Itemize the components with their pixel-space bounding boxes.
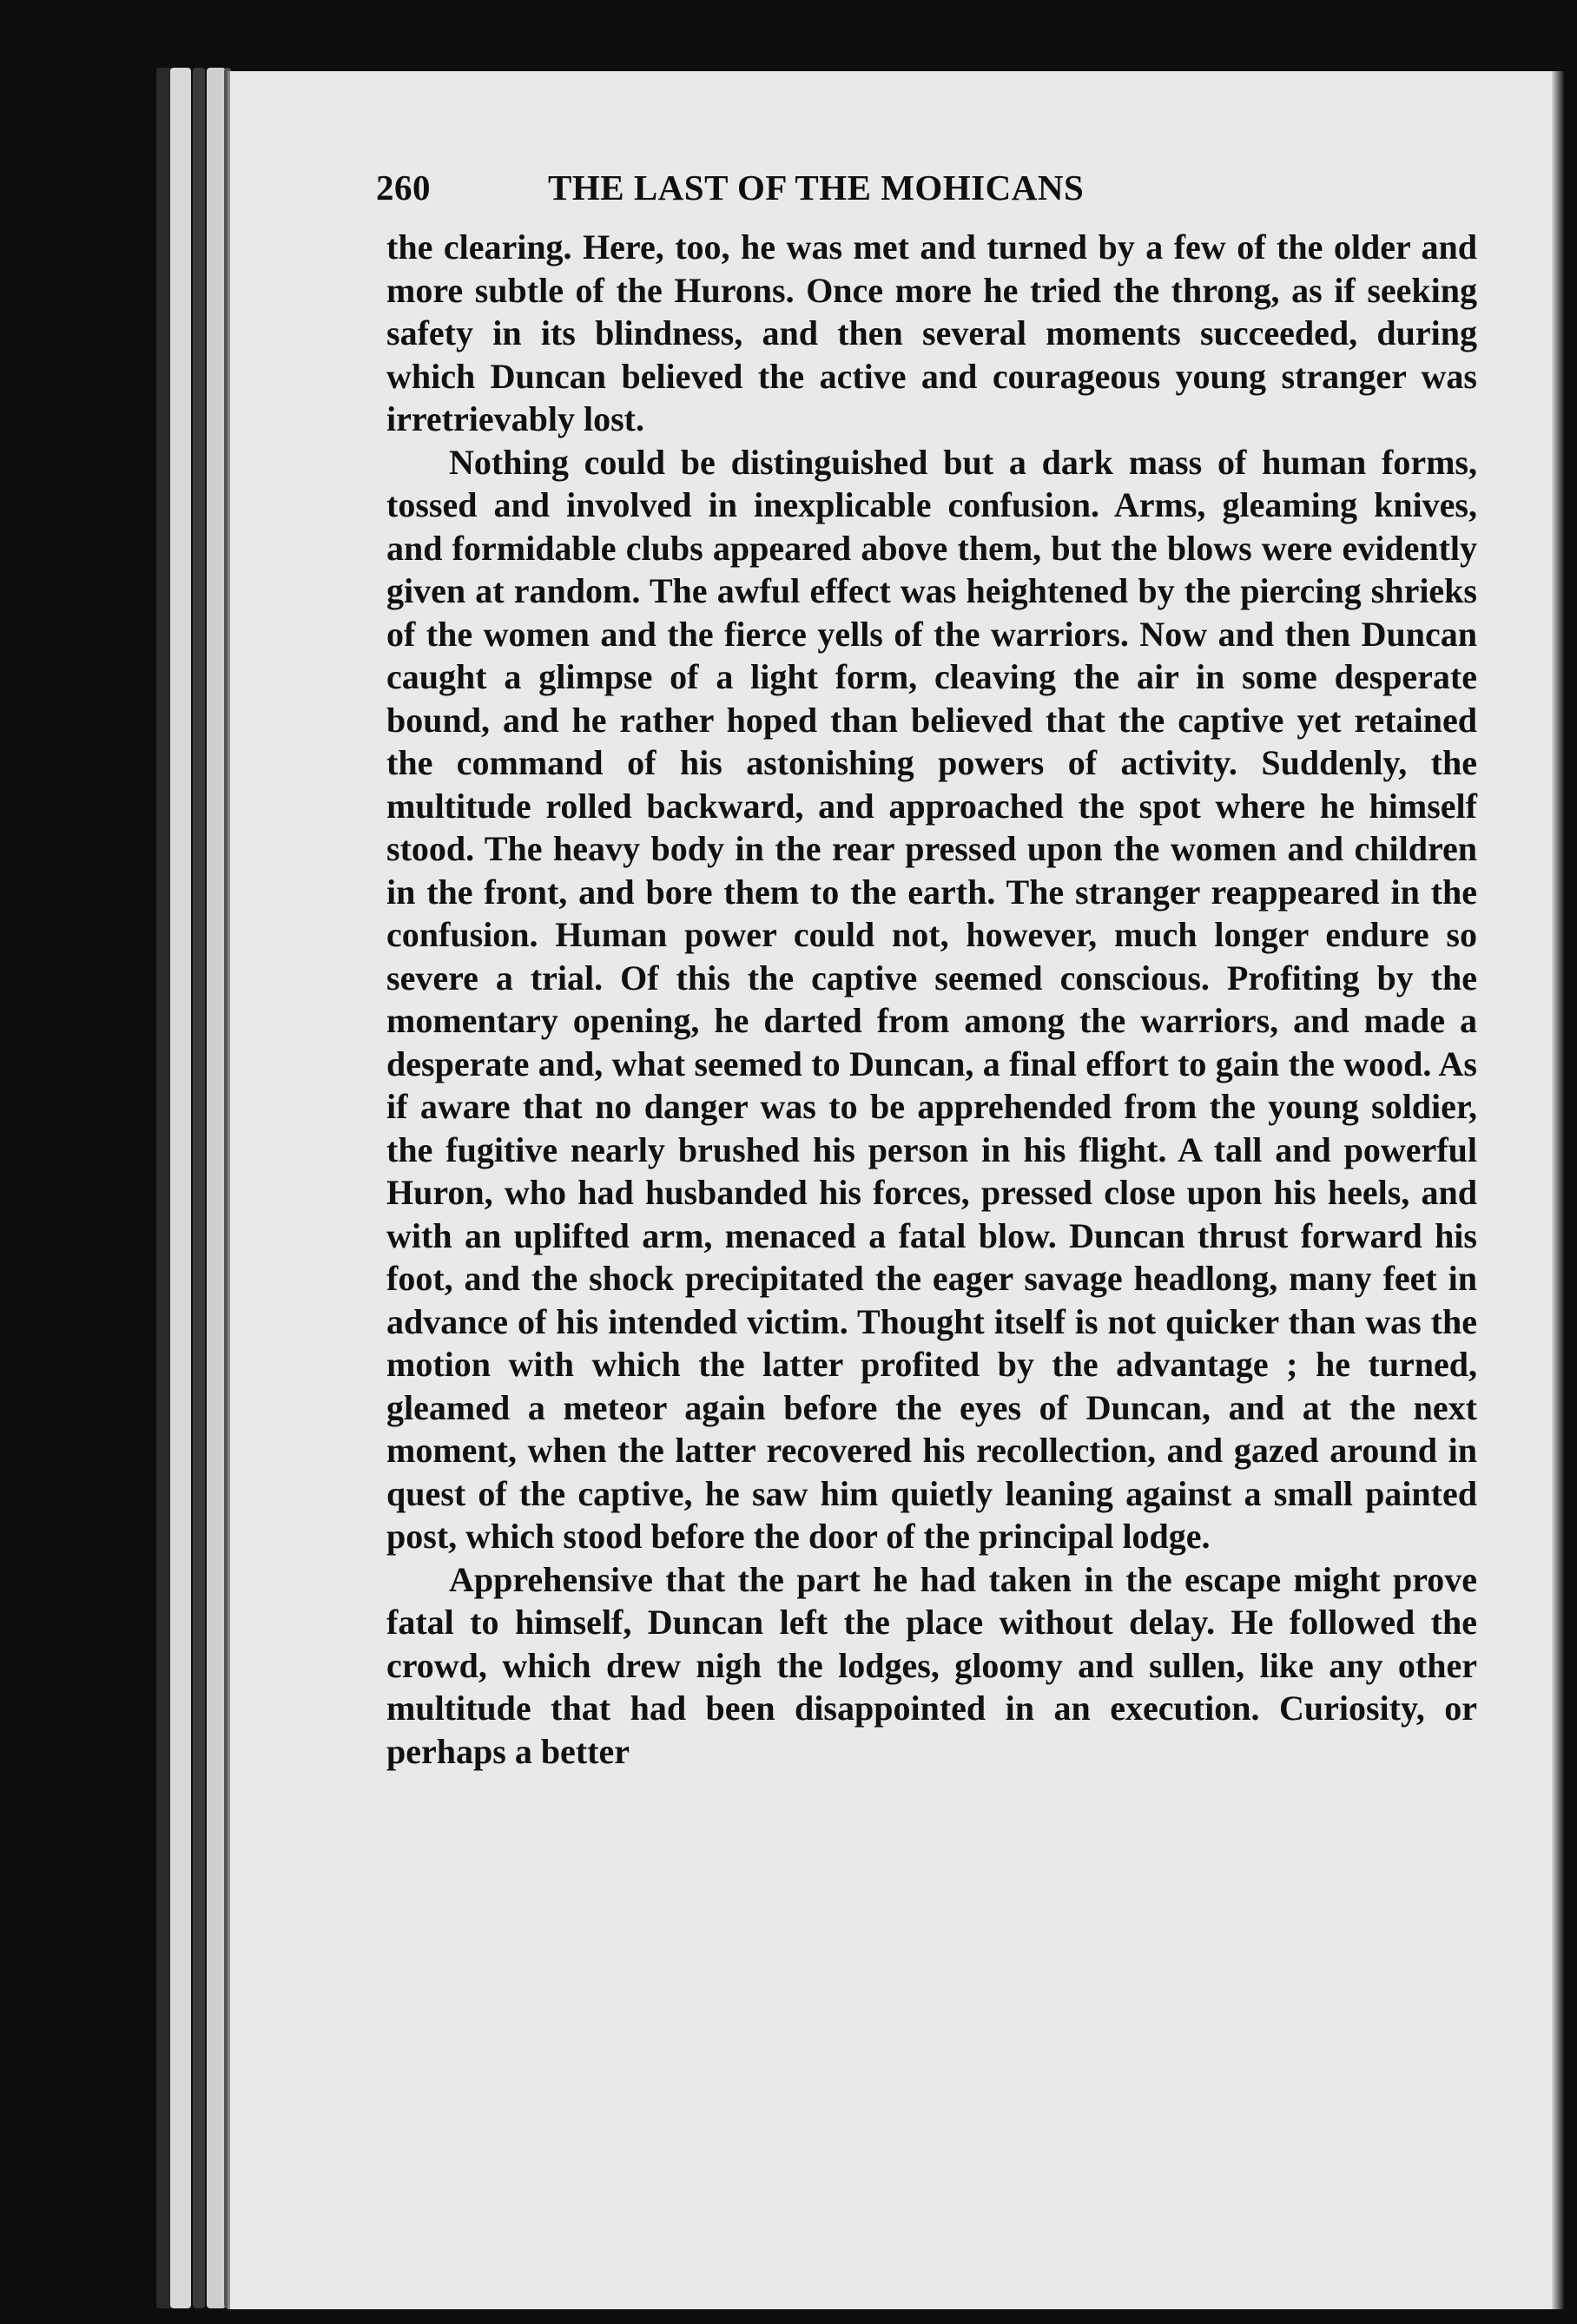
- running-head: [376, 167, 1496, 208]
- paragraph: Nothing could be distinguished but a dark mass of human forms, tossed and involved in inexplicable confusion. Arms, gleaming knives, and formidable clubs appeared above them, but the blows were evidently given at random. The awful effect was heightened by the piercing shrieks of the women and the fierce yells of the warriors. Now and then Duncan caught a glimpse of a light form, cleaving the air in some desperate bound, and he rather hoped than believed that the captive yet retained the command of his astonishing powers of activity. Suddenly, the multitude rolled backward, and approached the spot where he himself stood. The heavy body in the rear pressed upon the women and children in the front, and bore them to the earth. The stranger reappeared in the confusion. Human power could not, however, much longer endure so severe a trial. Of this the captive seemed conscious. Profiting by the momentary opening, he darted from among the warriors, and made a desperate and, what seemed to Duncan, a final effort to gain the wood. As if aware that no danger was to be apprehended from the young soldier, the fugitive nearly brushed his person in his flight. A tall and powerful Huron, who had husbanded his forces, pressed close upon his heels, and with an uplifted arm, menaced a fatal blow. Duncan thrust forward his foot, and the shock precipitated the eager savage headlong, many feet in advance of his intended victim. Thought itself is not quicker than was the motion with which the latter profited by the advantage ; he turned, gleamed a meteor again before the eyes of Duncan, and at the next moment, when the latter recovered his recollection, and gazed around in quest of the captive, he saw him quietly leaning against a small painted post, which stood before the door of the principal lodge.: [386, 442, 1477, 1556]
- body-text: [386, 226, 1477, 1773]
- paragraph: Apprehensive that the part he had taken in the escape might prove fatal to himself, Duncan left the place without delay. He followed the crowd, which drew nigh the lodges, gloomy and sullen, like any other multitude that had been disappointed in an execution. Curiosity, or perhaps a better: [386, 1559, 1477, 1771]
- paragraph: the clearing. Here, too, he was met and turned by a few of the older and more subtle of the Hurons. Once more he tried the throng, as if seeking safety in its blindness, and then several moments succeeded, during which Duncan believed the active and courageous young stranger was irretrievably lost.: [386, 227, 1477, 438]
- page-edge-stack: [193, 68, 205, 2308]
- book-page: [228, 71, 1559, 2309]
- page-edge-stack: [170, 68, 191, 2308]
- running-title: THE LAST OF THE MOHICANS: [548, 168, 1085, 207]
- page-number: 260: [376, 168, 431, 207]
- page-edge-stack: [207, 68, 226, 2308]
